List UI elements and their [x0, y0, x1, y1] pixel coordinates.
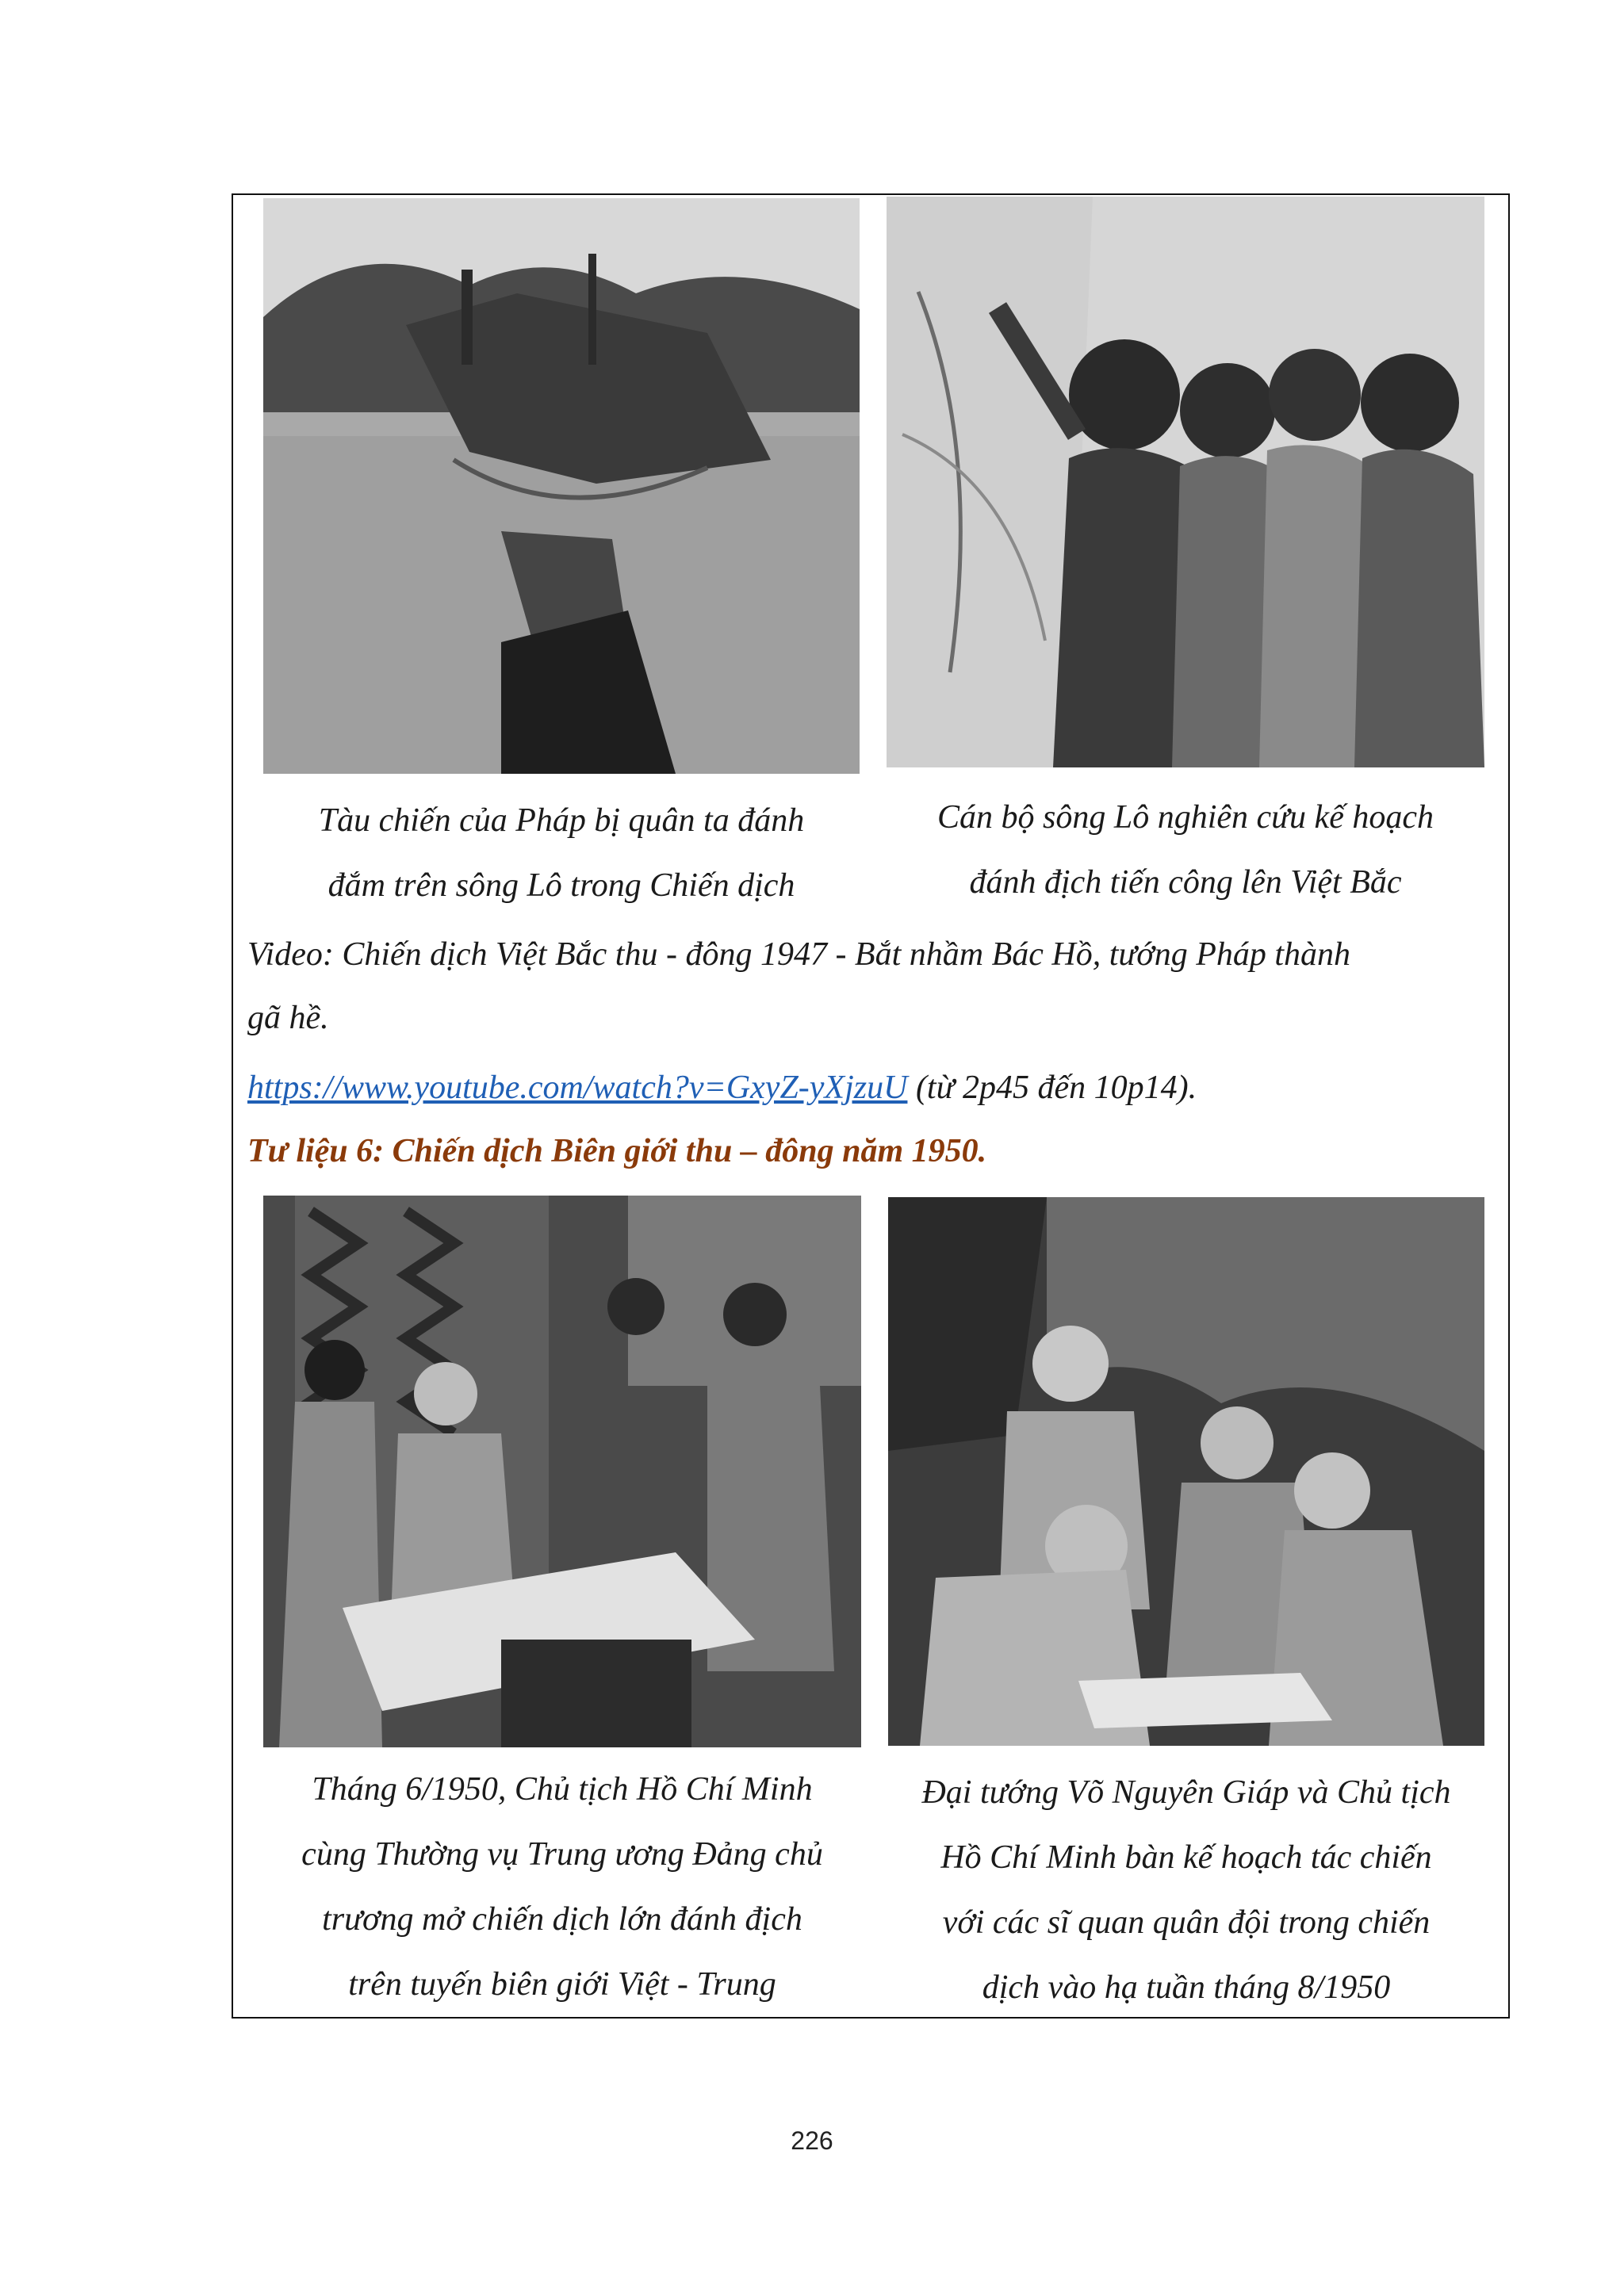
- caption-line: cùng Thường vụ Trung ương Đảng chủ: [301, 1836, 823, 1873]
- caption-line: đắm trên sông Lô trong Chiến dịch: [327, 867, 795, 904]
- caption-line: dịch vào hạ tuần tháng 8/1950: [982, 1969, 1391, 2006]
- caption-line: trương mở chiến dịch lớn đánh địch: [322, 1901, 802, 1938]
- video-time-range: (từ 2p45 đến 10p14).: [907, 1070, 1197, 1106]
- page-number: 226: [791, 2126, 833, 2155]
- caption-line: Hồ Chí Minh bàn kế hoạch tác chiến: [940, 1839, 1432, 1876]
- section-heading: Tư liệu 6: Chiến dịch Biên giới thu – đông năm 1950.: [247, 1133, 987, 1169]
- caption-line: Tháng 6/1950, Chủ tịch Hồ Chí Minh: [312, 1771, 813, 1808]
- video-description-line-1: Video: Chiến dịch Việt Bắc thu - đông 1947 - Bắt nhầm Bác Hồ, tướng Pháp thành: [247, 936, 1351, 973]
- caption-line: với các sĩ quan quân đội trong chiến: [942, 1904, 1431, 1941]
- photo-standing-committee-meeting: [263, 1196, 861, 1747]
- photo-giap-ho-planning: [888, 1197, 1484, 1746]
- caption-line: Cán bộ sông Lô nghiên cứu kế hoạch: [936, 799, 1434, 836]
- caption-standing-committee-meeting: [247, 1757, 877, 2017]
- caption-line: trên tuyến biên giới Việt - Trung: [348, 1966, 776, 2003]
- caption-giap-ho-planning: [879, 1760, 1494, 2020]
- photo-cadres-studying-plan: [887, 197, 1484, 767]
- photo-sunken-warship: [263, 198, 860, 774]
- caption-sunken-warship: [263, 788, 860, 918]
- video-link-line: [247, 1056, 1197, 1119]
- video-description-line-2: gã hề.: [247, 1000, 329, 1036]
- caption-line: Đại tướng Võ Nguyên Giáp và Chủ tịch: [921, 1774, 1451, 1811]
- video-link[interactable]: https://www.youtube.com/watch?v=GxyZ-yXjzuU: [247, 1070, 908, 1106]
- caption-cadres-studying-plan: [887, 785, 1484, 915]
- caption-line: đánh địch tiến công lên Việt Bắc: [969, 864, 1402, 901]
- caption-line: Tàu chiến của Pháp bị quân ta đánh: [318, 802, 805, 839]
